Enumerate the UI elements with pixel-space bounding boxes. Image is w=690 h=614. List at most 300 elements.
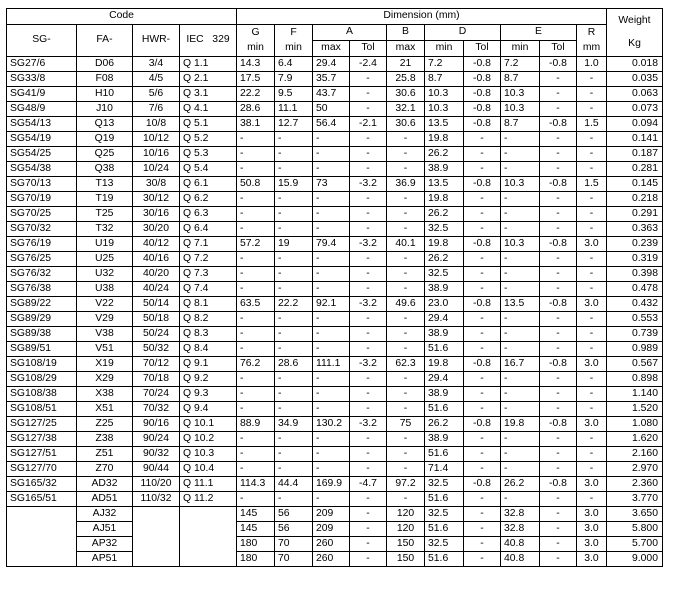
cell-d-min: 13.5 [425,117,464,132]
cell-iec: Q 8.3 [180,327,237,342]
cell-iec: Q 8.2 [180,312,237,327]
cell-g-min: 63.5 [237,297,275,312]
cell-fa: V38 [77,327,133,342]
cell-e-min: 7.2 [501,57,540,72]
cell-weight: 0.063 [607,87,663,102]
cell-weight: 0.094 [607,117,663,132]
cell-e-tol: - [540,222,577,237]
cell-g-min: - [237,282,275,297]
table-row [7,87,663,102]
cell-hwr: 10/12 [133,132,180,147]
cell-e-min: - [501,222,540,237]
cell-e-min: 19.8 [501,417,540,432]
cell-f-min: - [275,192,313,207]
cell-f-min: - [275,327,313,342]
cell-a-max: 43.7 [313,87,350,102]
cell-a-max: 111.1 [313,357,350,372]
cell-weight: 0.432 [607,297,663,312]
cell-sg: SG76/38 [7,282,77,297]
cell-g-min: - [237,462,275,477]
cell-a-tol: - [350,492,387,507]
cell-d-min: 7.2 [425,57,464,72]
cell-r-mm: 3.0 [577,507,607,522]
table-row [7,162,663,177]
cell-sg: SG76/19 [7,237,77,252]
cell-r-mm: - [577,222,607,237]
cell-e-min: 32.8 [501,522,540,537]
cell-d-min: 8.7 [425,72,464,87]
table-body [7,57,663,567]
header-e-tol: Tol [540,41,577,57]
cell-hwr: 70/24 [133,387,180,402]
cell-iec: Q 6.2 [180,192,237,207]
cell-d-tol: -0.8 [464,72,501,87]
cell-a-max: 130.2 [313,417,350,432]
cell-sg: SG70/19 [7,192,77,207]
cell-fa: T25 [77,207,133,222]
cell-weight: 0.363 [607,222,663,237]
cell-a-max: - [313,252,350,267]
cell-f-min: 19 [275,237,313,252]
cell-a-tol: - [350,447,387,462]
cell-e-min: - [501,192,540,207]
cell-e-min: 10.3 [501,237,540,252]
cell-g-min: 180 [237,537,275,552]
cell-a-tol: - [350,372,387,387]
cell-e-tol: - [540,87,577,102]
cell-weight: 1.080 [607,417,663,432]
cell-a-max: - [313,282,350,297]
cell-g-min: - [237,387,275,402]
cell-d-min: 51.6 [425,402,464,417]
cell-f-min: 9.5 [275,87,313,102]
cell-d-min: 29.4 [425,372,464,387]
cell-iec: Q 11.2 [180,492,237,507]
cell-iec: Q 5.3 [180,147,237,162]
header-f: F [275,25,313,41]
cell-hwr [133,507,180,522]
cell-fa: Z25 [77,417,133,432]
cell-weight: 5.700 [607,537,663,552]
cell-e-min: - [501,447,540,462]
cell-b-max: 40.1 [387,237,425,252]
cell-d-tol: - [464,537,501,552]
cell-e-tol: - [540,132,577,147]
cell-hwr: 40/16 [133,252,180,267]
table-row [7,312,663,327]
cell-r-mm: 3.0 [577,537,607,552]
cell-b-max: - [387,312,425,327]
cell-e-min: - [501,207,540,222]
cell-d-min: 32.5 [425,507,464,522]
cell-g-min: - [237,267,275,282]
header-r-mm: mm [577,41,607,57]
cell-e-tol: - [540,387,577,402]
cell-e-min: - [501,267,540,282]
cell-d-tol: - [464,207,501,222]
cell-r-mm: 3.0 [577,357,607,372]
table-row [7,492,663,507]
cell-a-max: - [313,312,350,327]
cell-f-min: - [275,222,313,237]
cell-fa: U25 [77,252,133,267]
cell-sg: SG54/38 [7,162,77,177]
table-row [7,282,663,297]
cell-f-min: - [275,207,313,222]
cell-b-max: 120 [387,507,425,522]
cell-b-max: 62.3 [387,357,425,372]
cell-d-min: 29.4 [425,312,464,327]
cell-b-max: - [387,492,425,507]
cell-e-tol: - [540,432,577,447]
cell-d-min: 32.5 [425,267,464,282]
cell-e-min: - [501,372,540,387]
cell-d-tol: - [464,312,501,327]
cell-d-tol: - [464,252,501,267]
cell-d-tol: -0.8 [464,102,501,117]
cell-a-tol: -3.2 [350,237,387,252]
cell-d-tol: -0.8 [464,477,501,492]
cell-a-max: - [313,387,350,402]
cell-iec: Q 4.1 [180,102,237,117]
cell-e-tol: - [540,402,577,417]
cell-g-min: 88.9 [237,417,275,432]
cell-weight: 2.970 [607,462,663,477]
table-row [7,552,663,567]
cell-weight: 1.140 [607,387,663,402]
cell-d-tol: - [464,372,501,387]
cell-sg: SG27/6 [7,57,77,72]
table-row [7,132,663,147]
cell-a-tol: - [350,462,387,477]
cell-a-max: - [313,147,350,162]
cell-r-mm: 3.0 [577,297,607,312]
cell-f-min: 11.1 [275,102,313,117]
cell-b-max: - [387,402,425,417]
cell-a-max: - [313,207,350,222]
cell-e-min: - [501,462,540,477]
cell-e-min: - [501,282,540,297]
cell-e-min: 26.2 [501,477,540,492]
cell-b-max: - [387,462,425,477]
cell-g-min: - [237,192,275,207]
cell-a-max: - [313,462,350,477]
cell-hwr: 40/24 [133,282,180,297]
cell-d-min: 71.4 [425,462,464,477]
cell-e-min: 8.7 [501,72,540,87]
cell-g-min: 57.2 [237,237,275,252]
cell-d-min: 26.2 [425,147,464,162]
cell-b-max: - [387,162,425,177]
cell-fa: X38 [77,387,133,402]
cell-g-min: - [237,432,275,447]
cell-a-tol: - [350,312,387,327]
table-row [7,117,663,132]
cell-a-max: 169.9 [313,477,350,492]
cell-b-max: 30.6 [387,87,425,102]
table-row [7,267,663,282]
cell-weight: 0.281 [607,162,663,177]
cell-fa: Q13 [77,117,133,132]
header-r: R [577,25,607,41]
cell-weight: 0.739 [607,327,663,342]
cell-iec: Q 6.3 [180,207,237,222]
table-row [7,477,663,492]
cell-e-tol: -0.8 [540,177,577,192]
header-g: G [237,25,275,41]
cell-g-min: - [237,207,275,222]
cell-fa: AD51 [77,492,133,507]
cell-e-tol: - [540,537,577,552]
cell-r-mm: - [577,282,607,297]
cell-r-mm: 1.0 [577,57,607,72]
cell-fa: X29 [77,372,133,387]
cell-g-min: - [237,372,275,387]
cell-g-min: - [237,447,275,462]
cell-sg: SG108/38 [7,387,77,402]
header-a-max: max [313,41,350,57]
cell-hwr: 40/12 [133,237,180,252]
cell-a-tol: - [350,102,387,117]
cell-weight: 3.650 [607,507,663,522]
cell-a-max: - [313,492,350,507]
cell-r-mm: - [577,342,607,357]
cell-b-max: 32.1 [387,102,425,117]
cell-weight: 0.145 [607,177,663,192]
cell-r-mm: - [577,402,607,417]
cell-r-mm: - [577,252,607,267]
cell-iec: Q 8.4 [180,342,237,357]
cell-iec: Q 6.1 [180,177,237,192]
cell-r-mm: - [577,432,607,447]
header-weight-unit: Kg [628,37,641,49]
cell-f-min: 56 [275,507,313,522]
cell-e-min: - [501,402,540,417]
cell-fa: V29 [77,312,133,327]
cell-weight: 0.567 [607,357,663,372]
cell-hwr: 30/16 [133,207,180,222]
cell-hwr: 40/20 [133,267,180,282]
cell-d-min: 26.2 [425,417,464,432]
cell-weight: 2.160 [607,447,663,462]
cell-e-min: - [501,387,540,402]
cell-fa: AP32 [77,537,133,552]
cell-d-tol: -0.8 [464,57,501,72]
cell-a-tol: -3.2 [350,357,387,372]
cell-d-tol: - [464,492,501,507]
cell-d-min: 38.9 [425,162,464,177]
cell-a-max: 79.4 [313,237,350,252]
cell-e-tol: -0.8 [540,477,577,492]
cell-sg: SG127/51 [7,447,77,462]
cell-a-tol: - [350,282,387,297]
table-row [7,342,663,357]
cell-a-tol: -2.1 [350,117,387,132]
cell-d-min: 23.0 [425,297,464,312]
cell-b-max: - [387,222,425,237]
cell-e-tol: - [540,327,577,342]
cell-d-tol: - [464,387,501,402]
cell-sg: SG127/25 [7,417,77,432]
header-code: Code [7,9,237,25]
cell-f-min: 28.6 [275,357,313,372]
table-row [7,522,663,537]
cell-d-tol: - [464,552,501,567]
cell-b-max: 150 [387,552,425,567]
table-row [7,507,663,522]
header-g-min: min [237,41,275,57]
cell-a-max: - [313,327,350,342]
cell-b-max: 97.2 [387,477,425,492]
cell-iec [180,552,237,567]
cell-g-min: - [237,492,275,507]
cell-hwr: 70/12 [133,357,180,372]
cell-f-min: - [275,252,313,267]
cell-e-tol: - [540,72,577,87]
cell-a-tol: - [350,432,387,447]
cell-a-tol: -2.4 [350,57,387,72]
table-row [7,57,663,72]
cell-d-min: 38.9 [425,327,464,342]
cell-d-min: 13.5 [425,177,464,192]
header-weight: Weight [618,14,651,26]
cell-fa: Z51 [77,447,133,462]
cell-f-min: - [275,132,313,147]
cell-a-max: 56.4 [313,117,350,132]
cell-f-min: 22.2 [275,297,313,312]
cell-b-max: - [387,282,425,297]
cell-weight: 0.898 [607,372,663,387]
header-b-max: max [387,41,425,57]
cell-sg: SG41/9 [7,87,77,102]
cell-g-min: 28.6 [237,102,275,117]
cell-b-max: - [387,447,425,462]
table-row [7,177,663,192]
cell-iec: Q 9.1 [180,357,237,372]
cell-a-max: 92.1 [313,297,350,312]
cell-a-tol: - [350,72,387,87]
cell-e-min: - [501,432,540,447]
cell-f-min: - [275,162,313,177]
header-a: A [313,25,387,41]
cell-g-min: 145 [237,507,275,522]
cell-d-tol: -0.8 [464,357,501,372]
cell-e-min: 8.7 [501,117,540,132]
cell-weight: 0.989 [607,342,663,357]
cell-r-mm: - [577,462,607,477]
cell-g-min: - [237,327,275,342]
cell-r-mm: - [577,267,607,282]
cell-b-max: 30.6 [387,117,425,132]
table-row [7,222,663,237]
cell-b-max: 25.8 [387,72,425,87]
cell-weight: 1.620 [607,432,663,447]
cell-f-min: - [275,282,313,297]
cell-f-min: - [275,372,313,387]
cell-a-tol: - [350,87,387,102]
cell-hwr [133,552,180,567]
cell-hwr: 7/6 [133,102,180,117]
header-d: D [425,25,501,41]
cell-b-max: - [387,327,425,342]
cell-fa: Q19 [77,132,133,147]
cell-a-max: 260 [313,537,350,552]
cell-g-min: - [237,312,275,327]
header-d-tol: Tol [464,41,501,57]
cell-g-min: - [237,132,275,147]
cell-r-mm: - [577,327,607,342]
cell-d-min: 26.2 [425,207,464,222]
cell-r-mm: - [577,72,607,87]
table-row [7,297,663,312]
cell-weight: 0.018 [607,57,663,72]
cell-d-min: 51.6 [425,492,464,507]
cell-iec: Q 7.1 [180,237,237,252]
cell-r-mm: - [577,387,607,402]
cell-f-min: - [275,342,313,357]
cell-a-max: - [313,342,350,357]
cell-fa: F08 [77,72,133,87]
cell-fa: U38 [77,282,133,297]
cell-r-mm: 1.5 [577,177,607,192]
cell-fa: T32 [77,222,133,237]
cell-d-tol: -0.8 [464,417,501,432]
table-row [7,462,663,477]
cell-f-min: 7.9 [275,72,313,87]
cell-b-max: - [387,372,425,387]
table-row [7,147,663,162]
cell-r-mm: - [577,162,607,177]
cell-r-mm: 3.0 [577,552,607,567]
cell-fa: Z70 [77,462,133,477]
cell-sg: SG127/38 [7,432,77,447]
cell-fa: U32 [77,267,133,282]
cell-a-tol: - [350,507,387,522]
table-row [7,447,663,462]
cell-e-tol: -0.8 [540,57,577,72]
cell-iec: Q 7.3 [180,267,237,282]
cell-d-min: 32.5 [425,537,464,552]
cell-d-tol: - [464,342,501,357]
table-row [7,537,663,552]
cell-a-max: 260 [313,552,350,567]
cell-e-min: 10.3 [501,87,540,102]
cell-hwr [133,537,180,552]
cell-f-min: - [275,402,313,417]
cell-e-min: - [501,252,540,267]
cell-e-min: 32.8 [501,507,540,522]
cell-g-min: 114.3 [237,477,275,492]
cell-e-min: - [501,327,540,342]
cell-f-min: 6.4 [275,57,313,72]
cell-hwr: 70/32 [133,402,180,417]
cell-g-min: - [237,147,275,162]
cell-e-tol: - [540,207,577,222]
cell-d-tol: - [464,327,501,342]
cell-d-min: 26.2 [425,252,464,267]
cell-a-max: - [313,447,350,462]
cell-e-tol: -0.8 [540,297,577,312]
cell-iec [180,537,237,552]
cell-iec: Q 3.1 [180,87,237,102]
cell-a-tol: -3.2 [350,417,387,432]
table-row [7,357,663,372]
cell-d-min: 51.6 [425,447,464,462]
cell-iec: Q 10.2 [180,432,237,447]
cell-sg [7,522,77,537]
cell-r-mm: - [577,447,607,462]
cell-a-tol: - [350,132,387,147]
